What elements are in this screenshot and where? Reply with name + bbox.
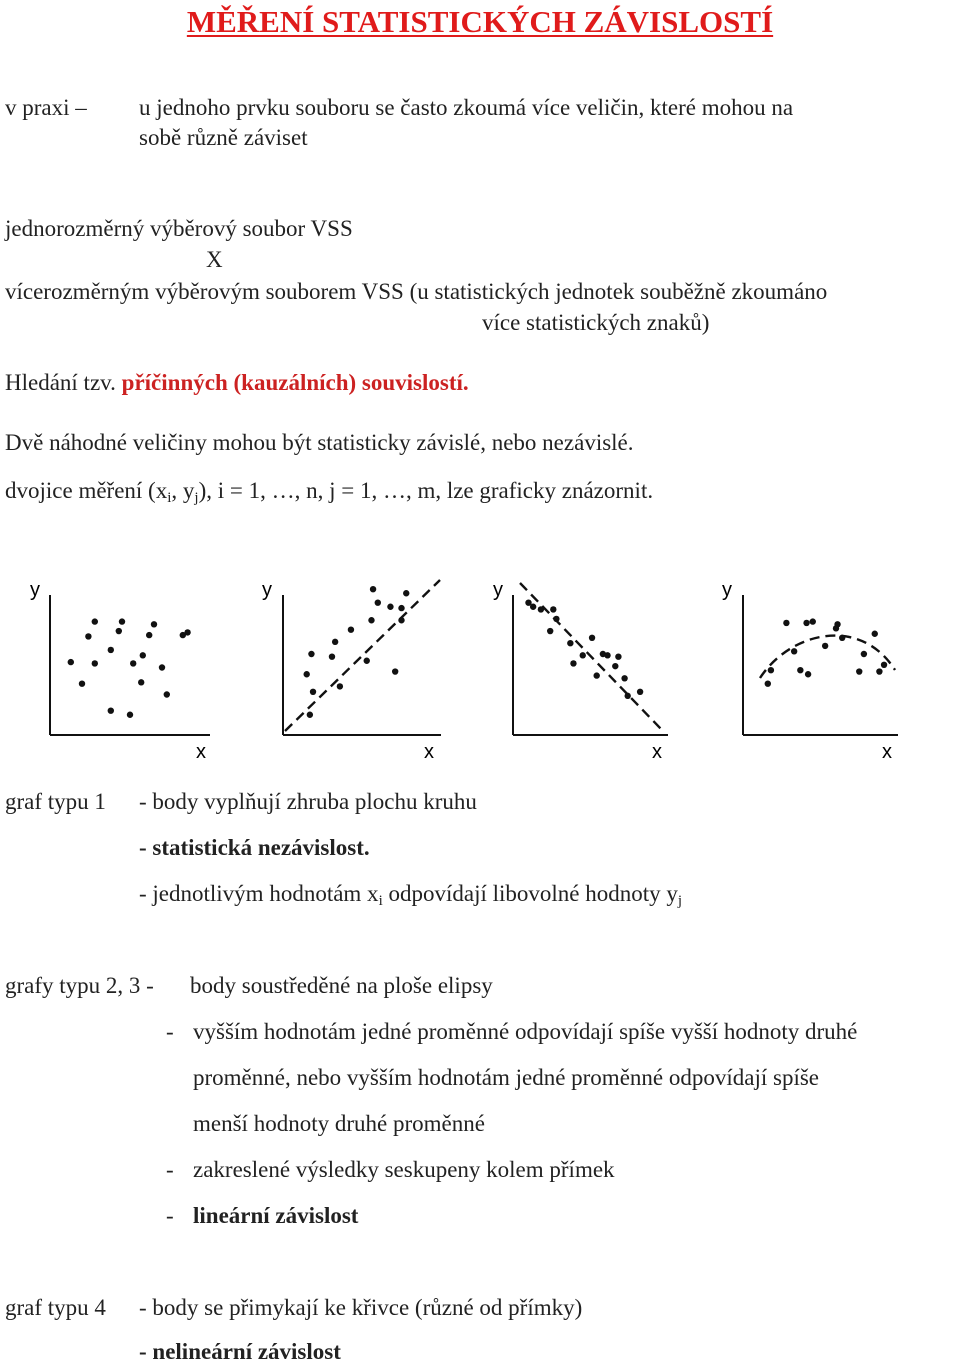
graf23-bullet-2-line-3: menší hodnoty druhé proměnné [193, 1111, 485, 1136]
versus-separator: X [206, 247, 223, 272]
data-point [146, 632, 152, 638]
data-point [547, 628, 553, 634]
data-point [332, 639, 338, 645]
data-point [612, 663, 618, 669]
data-point [604, 652, 610, 658]
x-axis-label: x [196, 741, 206, 763]
graf1-bullet-1: - body vyplňují zhruba plochu kruhu [139, 789, 477, 814]
data-point [783, 620, 789, 626]
graf23-bullet-3: zakreslené výsledky seskupeny kolem přímek [193, 1157, 615, 1182]
data-point [164, 691, 170, 697]
causal-paragraph: Hledání tzv. příčinných (kauzálních) souvislostí. [5, 370, 469, 395]
trend-guide [520, 583, 662, 730]
data-point [387, 604, 393, 610]
data-point [876, 668, 882, 674]
data-point [140, 652, 146, 658]
graf23-bullet-2-line-2: proměnné, nebo vyšším hodnotám jedné proměnné odpovídají spíše [193, 1065, 819, 1090]
graf23-dash-2: - [166, 1019, 174, 1044]
graf23-bullet-4: lineární závislost [193, 1203, 359, 1228]
y-axis-label: y [722, 579, 732, 601]
data-point [580, 652, 586, 658]
data-point [68, 659, 74, 665]
data-point [594, 672, 600, 678]
data-point [364, 658, 370, 664]
graf1-bullet-3: - jednotlivým hodnotám $x_i$ odpovídají libovolné hodnoty $y_j$ [139, 881, 683, 909]
data-point [621, 675, 627, 681]
data-point [833, 625, 839, 631]
graf1-bullet-2: - statistická nezávislost. [139, 835, 370, 860]
data-point [368, 617, 374, 623]
data-point [130, 660, 136, 666]
data-point [116, 628, 122, 634]
data-point [92, 618, 98, 624]
data-point [85, 633, 91, 639]
y-axis-label: y [262, 579, 272, 601]
data-point [370, 586, 376, 592]
pairs-line: dvojice měření ($x_i$, $y_j$), i = 1, …, n, j = 1, …, m, lze graficky znázornit. [5, 478, 654, 506]
trend-guide [760, 636, 895, 678]
data-point [810, 618, 816, 624]
data-point [337, 683, 343, 689]
y-axis-label: y [30, 579, 40, 601]
data-point [538, 606, 544, 612]
univariate-line: jednorozměrný výběrový soubor VSS [5, 216, 353, 241]
scatter-plot-1 [30, 579, 210, 763]
data-point [637, 689, 643, 695]
data-point [872, 631, 878, 637]
data-point [119, 618, 125, 624]
data-point [805, 671, 811, 677]
data-point [180, 632, 186, 638]
data-point [375, 600, 381, 606]
data-point [803, 620, 809, 626]
multivariate-line-2: více statistických znaků) [482, 310, 710, 335]
data-point [625, 693, 631, 699]
data-point [570, 660, 576, 666]
data-point [797, 667, 803, 673]
data-point [550, 606, 556, 612]
data-point [765, 681, 771, 687]
graf4-label: graf typu 4 [5, 1295, 106, 1320]
scatter-plot-3 [493, 579, 668, 763]
data-point [79, 681, 85, 687]
data-point [615, 654, 621, 660]
data-point [304, 671, 310, 677]
data-point [768, 667, 774, 673]
intro-line-2: sobě různě záviset [139, 125, 308, 150]
graf23-bullet-1: body soustředěné na ploše elipsy [190, 973, 493, 998]
trend-guide [285, 580, 440, 731]
graf1-label: graf typu 1 [5, 789, 106, 814]
graf4-bullet-1: - body se přimykají ke křivce (různé od přímky) [139, 1295, 583, 1320]
data-point [108, 708, 114, 714]
page-title: MĚŘENÍ STATISTICKÝCH ZÁVISLOSTÍ [186, 4, 774, 39]
graf23-dash-3: - [166, 1157, 174, 1182]
data-point [398, 605, 404, 611]
causal-highlight: příčinných (kauzálních) souvislostí. [121, 370, 469, 395]
scatter-plot-4 [722, 579, 898, 763]
data-point [553, 616, 559, 622]
multivariate-line: vícerozměrným výběrovým souborem VSS (u statistických jednotek souběžně zkoumáno [5, 279, 828, 304]
data-point [791, 648, 797, 654]
data-point [108, 647, 114, 653]
data-point [856, 668, 862, 674]
data-point [159, 664, 165, 670]
graf4-bullet-2: - nelineární závislost [139, 1339, 341, 1364]
x-axis-label: x [424, 741, 434, 763]
graf23-dash-4: - [166, 1203, 174, 1228]
data-point [151, 621, 157, 627]
scatter-plot-2 [262, 579, 441, 763]
data-point [329, 654, 335, 660]
data-point [881, 662, 887, 668]
data-point [308, 651, 314, 657]
data-point [392, 668, 398, 674]
random-variables-line: Dvě náhodné veličiny mohou být statisticky závislé, nebo nezávislé. [5, 430, 634, 455]
data-point [839, 635, 845, 641]
data-point [567, 640, 573, 646]
data-point [822, 643, 828, 649]
data-point [398, 617, 404, 623]
graf23-label: grafy typu 2, 3 - [5, 973, 154, 998]
intro-line-1: u jednoho prvku souboru se často zkoumá více veličin, které mohou na [139, 95, 794, 120]
data-point [589, 635, 595, 641]
data-point [530, 604, 536, 610]
graf23-bullet-2-line-1: vyšším hodnotám jedné proměnné odpovídají spíše vyšší hodnoty druhé [193, 1019, 858, 1044]
data-point [307, 712, 313, 718]
data-point [92, 660, 98, 666]
data-point [138, 679, 144, 685]
y-axis-label: y [493, 579, 503, 601]
data-point [127, 712, 133, 718]
intro-label: v praxi – [5, 95, 87, 120]
x-axis-label: x [652, 741, 662, 763]
x-axis-label: x [882, 741, 892, 763]
data-point [861, 651, 867, 657]
data-point [403, 590, 409, 596]
data-point [348, 627, 354, 633]
data-point [310, 689, 316, 695]
